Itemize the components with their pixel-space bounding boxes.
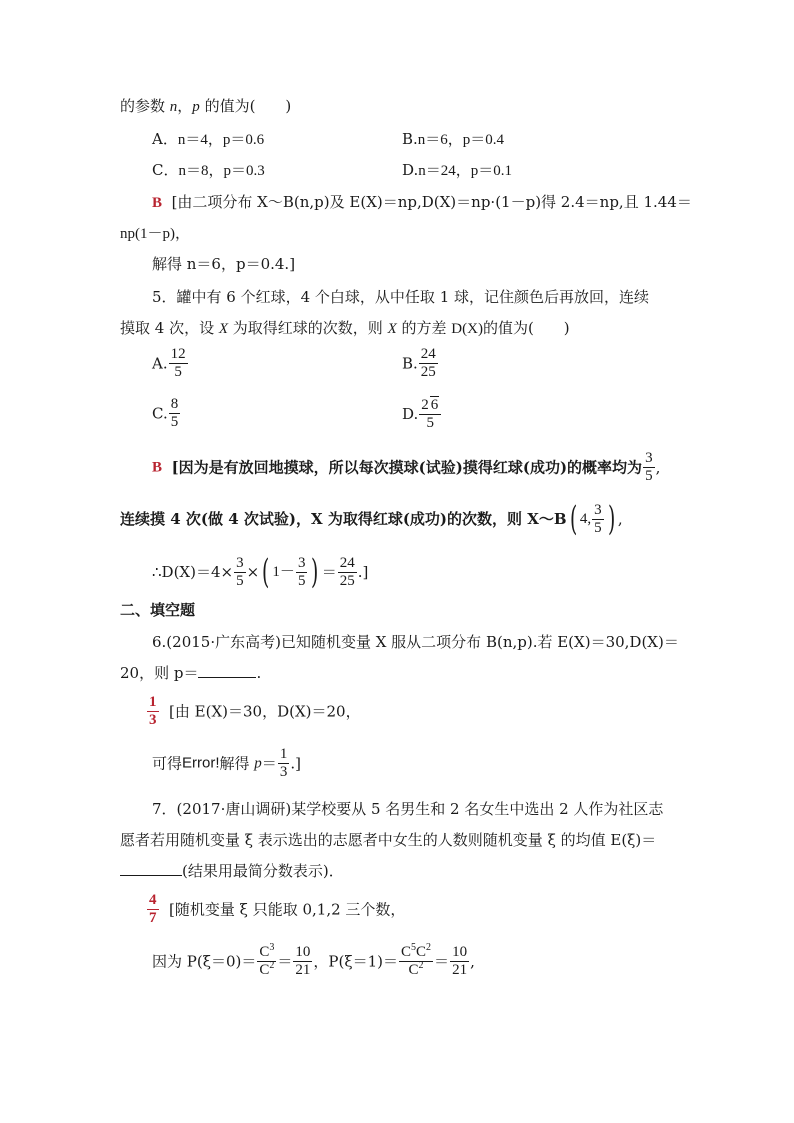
q5-solution-line2: 连续摸 4 次(做 4 次试验)，X 为取得红球(成功)的次数，则 X～B( 4, $\frac{3}{5}$ ) , [120, 499, 623, 539]
q5-option-d: D. $\frac{2 6}{5}$ [402, 396, 442, 432]
q4-option-d: D.n＝24，p＝0.1 [402, 161, 513, 179]
q4-solution-line1: B [由二项分布 X～B(n,p)及 E(X)＝np,D(X)＝np·(1－p)得 2.4＝np,且 1.44＝ [152, 193, 692, 211]
q5-stem-line1: 5．罐中有 6 个红球，4 个白球，从中任取 1 球，记住颜色后再放回，连续 [152, 288, 650, 306]
q7-answer: $\frac{4}{7}$ [149, 892, 157, 926]
q4-option-b: B.n＝6，p＝0.4 [402, 130, 505, 148]
q7-stem-line1: 7．(2017·唐山调研)某学校要从 5 名男生和 2 名女生中选出 2 人作为社区志 [152, 800, 664, 818]
q5-option-c: C. $\frac{8}{5}$ [152, 396, 179, 430]
sqrt-symbol: 6 [430, 397, 439, 413]
q4-answer: B [152, 195, 163, 211]
q5-answer: B [152, 459, 163, 476]
q6-stem-line1: 6.(2015·广东高考)已知随机变量 X 服从二项分布 B(n,p).若 E(X)＝30,D(X)＝ [152, 633, 679, 651]
q7-solution-line2: 因为 P(ξ＝0)＝ $\frac{C^3}{C^2}$ ＝ $\frac{10}{21}$ ，P(ξ＝1)＝ $\frac{C^5C^2}{C^2}$ ＝ $\frac{10}{21}$ , [152, 942, 475, 978]
section-heading-fill-in: 二、填空题 [120, 601, 196, 619]
q6-answer-blank [198, 663, 256, 678]
q4-stem-tail: 的参数 n，p 的值为( ) [120, 97, 292, 115]
q5-stem-line2: 摸取 4 次，设 X 为取得红球的次数，则 X 的方差 D(X)的值为( ) [120, 319, 570, 337]
q4-solution-line2: np(1－p)， [120, 226, 190, 242]
q6-solution-line2: 可得Error!解得 p＝ $\frac{1}{3}$ .] [152, 746, 301, 780]
q6-solution-line1: $\frac{1}{3}$ [由 E(X)＝30，D(X)＝20， [149, 694, 361, 728]
q7-stem-line3: (结果用最简分数表示)． [120, 861, 344, 881]
q5-solution-line1: B [因为是有放回地摸球，所以每次摸球(试验)摸得红球(成功)的概率均为 $\frac{3}{5}$ , [152, 450, 661, 484]
q5-solution-line3: ∴D(X)＝4× $\frac{3}{5}$ ×( 1－ $\frac{3}{5}$ ) ＝ $\frac{24}{25}$ .] [152, 552, 369, 592]
q5-option-b: B. $\frac{24}{25}$ [402, 346, 436, 380]
q5-option-a: A. $\frac{12}{5}$ [152, 346, 186, 380]
q7-solution-line1: $\frac{4}{7}$ [随机变量 ξ 只能取 0,1,2 三个数， [149, 892, 406, 926]
q4-option-c: C．n＝8，p＝0.3 [152, 161, 265, 179]
q7-stem-line2: 愿者若用随机变量 ξ 表示选出的志愿者中女生的人数则随机变量 ξ 的均值 E(ξ)＝ [120, 831, 657, 849]
q4-option-a: A．n＝4，p＝0.6 [152, 130, 265, 148]
q6-stem-line2: 20，则 p＝ . [120, 664, 262, 682]
q6-answer: $\frac{1}{3}$ [149, 694, 157, 728]
q4-solution-line3: 解得 n＝6，p＝0.4.] [152, 255, 296, 273]
q7-answer-blank [120, 861, 182, 876]
